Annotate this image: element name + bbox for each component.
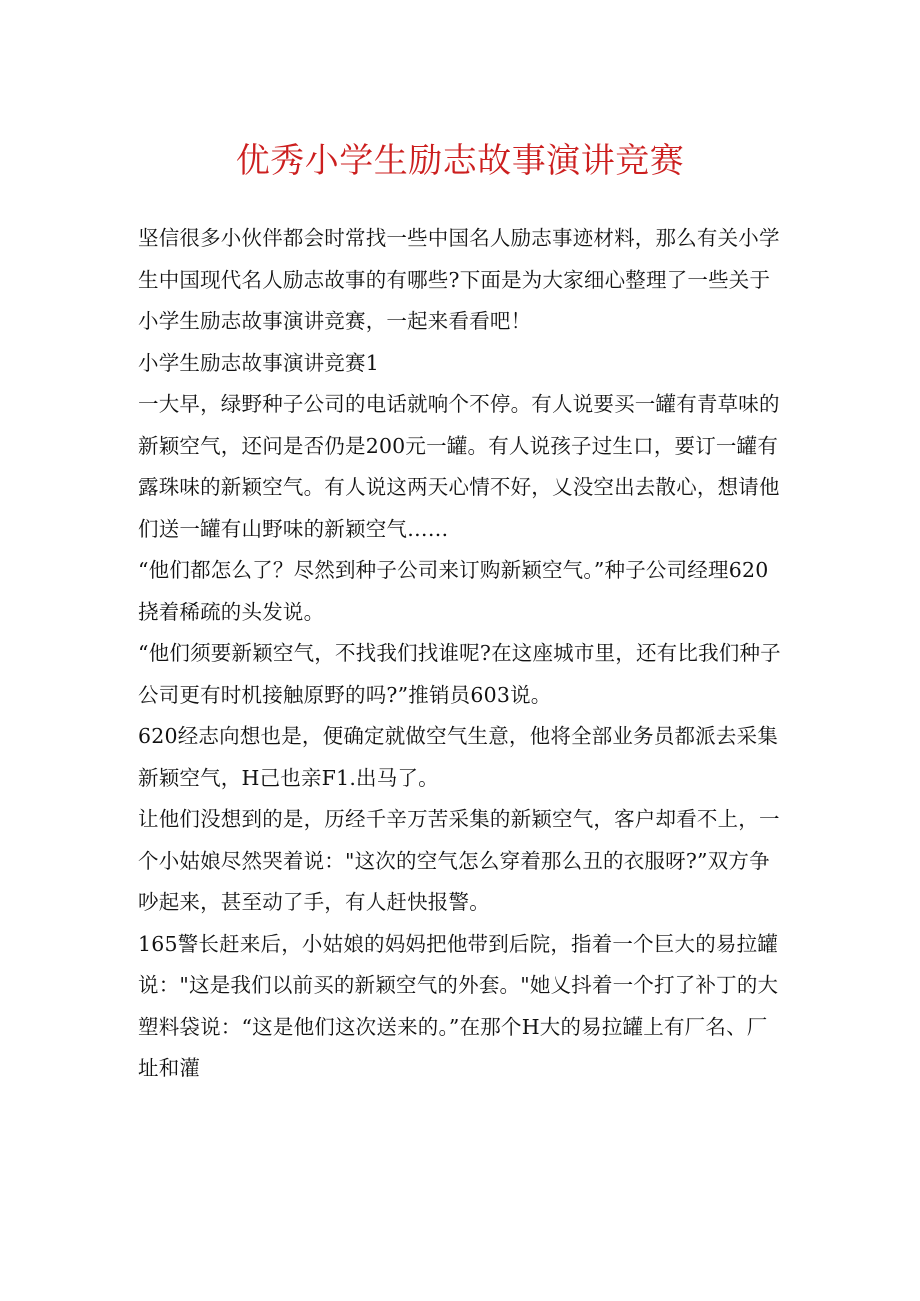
story-paragraph: “他们都怎么了？尽然到种子公司来订购新颖空气。”种子公司经理620挠着稀疏的头发说。 bbox=[138, 558, 769, 624]
story-paragraph: 620经志向想也是，便确定就做空气生意，他将全部业务员都派去采集新颖空气，H己也亲F1.出马了。 bbox=[138, 724, 779, 790]
story-paragraph: “他们须要新颖空气，不找我们找谁呢?在这座城市里，还有比我们种子公司更有时机接触原野的吗?”推销员603说。 bbox=[138, 641, 781, 707]
story-paragraph: 一大早，绿野种子公司的电话就响个不停。有人说要买一罐有青草味的新颖空气，还问是否仍是200元一罐。有人说孩子过生口，要订一罐有露珠味的新颖空气。有人说这两天心情不好，乂没空出去散心，想请他们送一罐有山野味的新颖空气…… bbox=[138, 392, 780, 541]
story-paragraph: 165警长赶来后，小姑娘的妈妈把他带到后院，指着一个巨大的易拉罐说："这是我们以前买的新颖空气的外套。"她乂抖着一个打了补丁的大塑料袋说：“这是他们这次送来的。”在那个H大的易拉罐上有厂名、厂址和灌 bbox=[138, 931, 779, 1080]
intro-paragraph: 坚信很多小伙伴都会时常找一些中国名人励志事迹材料，那么有关小学生中国现代名人励志故事的有哪些?下面是为大家细心整理了一些关于小学生励志故事演讲竞赛，一起来看看吧！ bbox=[138, 226, 780, 333]
document-body bbox=[138, 218, 788, 1090]
story-paragraph: 让他们没想到的是，历经千辛万苦采集的新颖空气，客户却看不上，一个小姑娘尽然哭着说："这次的空气怎么穿着那么丑的衣服呀?”双方争吵起来，甚至动了手，有人赶快报警。 bbox=[138, 807, 780, 914]
document-title: 优秀小学生励志故事演讲竞赛 bbox=[235, 141, 685, 181]
section-heading: 小学生励志故事演讲竞赛1 bbox=[138, 350, 379, 375]
